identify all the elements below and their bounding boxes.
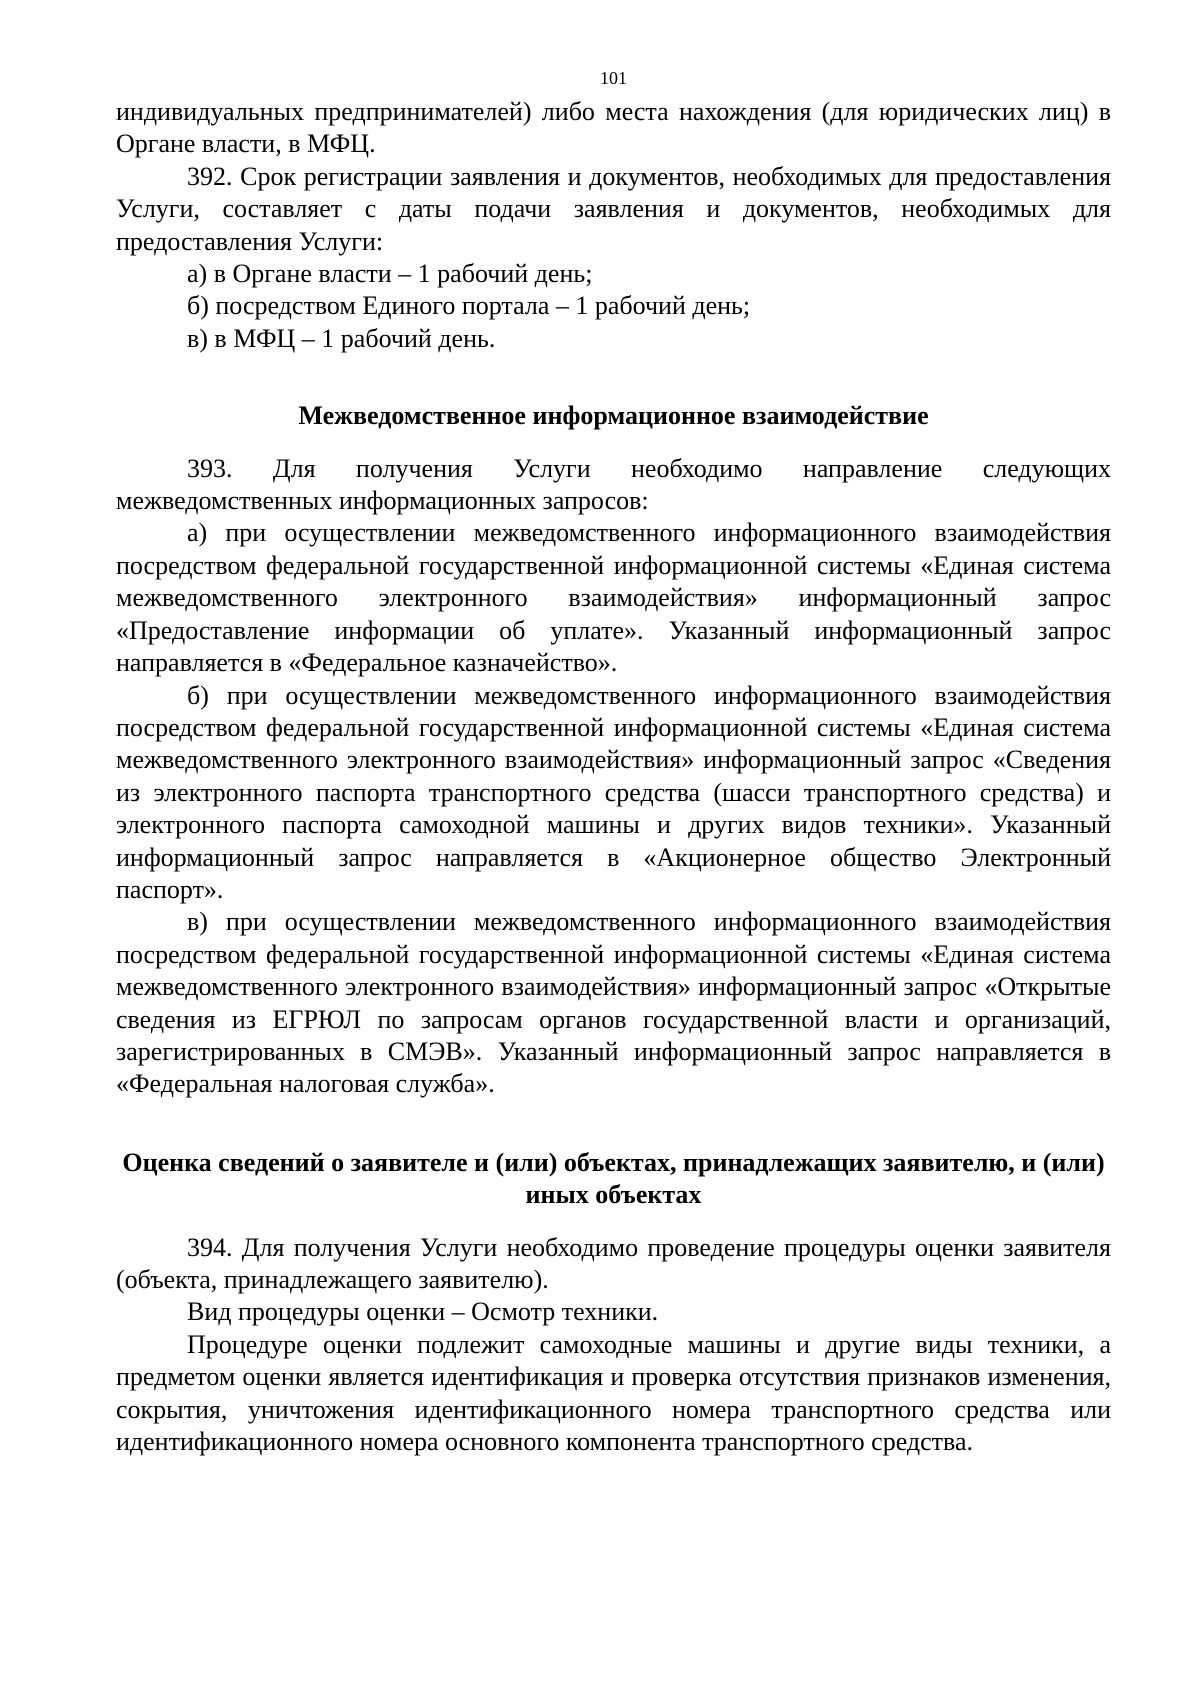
paragraph-392: 392. Срок регистрации заявления и документов, необходимых для предоставления Услуги, составляет с даты подачи заявления и документов, необходимых для предоставления Услуги: (116, 161, 1111, 256)
page-number: 101 (600, 68, 627, 88)
list-item-b: б) при осуществлении межведомственного информационного взаимодействия посредством федеральной государственной информационной системы «Единая система межведомственного электронного взаимодействия» информационный запрос «Сведения из электронного паспорта транспортного средства (шасси транспортного средства) и электронного паспорта самоходной машины и других видов техники». Указанный информационный запрос направляется в «Акционерное общество Электронный паспорт». (116, 680, 1111, 904)
list-item-a: а) в Органе власти – 1 рабочий день; (187, 259, 593, 289)
paragraph-394: 394. Для получения Услуги необходимо проведение процедуры оценки заявителя (объекта, принадлежащего заявителю). (116, 1232, 1111, 1294)
list-item-a: а) при осуществлении межведомственного информационного взаимодействия посредством федеральной государственной информационной системы «Единая система межведомственного электронного взаимодействия» информационный запрос «Предоставление информации об уплате». Указанный информационный запрос направляется в «Федеральное казначейство». (116, 518, 1111, 678)
list-item-b: б) посредством Единого портала – 1 рабочий день; (187, 291, 751, 321)
heading-assessment: Оценка сведений о заявителе и (или) объектах, принадлежащих заявителю, и (или) иных объектах (122, 1147, 1105, 1210)
paragraph-continuation: индивидуальных предпринимателей) либо места нахождения (для юридических лиц) в Органе власти, в МФЦ. (116, 97, 1111, 159)
spacer (116, 355, 1111, 400)
paragraph-393: 393. Для получения Услуги необходимо направление следующих межведомственных информационных запросов: (116, 453, 1111, 516)
spacer (116, 1101, 1111, 1147)
list-item-v: в) при осуществлении межведомственного информационного взаимодействия посредством федеральной государственной информационной системы «Единая система межведомственного электронного взаимодействия» информационный запрос «Открытые сведения из ЕГРЮЛ по запросам органов государственной власти и организаций, зарегистрированных в СМЭВ». Указанный информационный запрос направляется в «Федеральная налоговая служба». (116, 907, 1111, 1099)
list-item-v: в) в МФЦ – 1 рабочий день. (187, 323, 496, 353)
heading-interagency: Межведомственное информационное взаимодействие (298, 401, 929, 431)
spacer (116, 1212, 1111, 1232)
paragraph-assessment-subject: Процедуре оценки подлежит самоходные машины и другие виды техники, а предметом оценки является идентификация и проверка отсутствия признаков изменения, сокрытия, уничтожения идентификационного номера транспортного средства или идентификационного номера основного компонента транспортного средства. (116, 1329, 1111, 1457)
paragraph-assessment-type: Вид процедуры оценки – Осмотр техники. (187, 1297, 659, 1327)
spacer (116, 433, 1111, 453)
